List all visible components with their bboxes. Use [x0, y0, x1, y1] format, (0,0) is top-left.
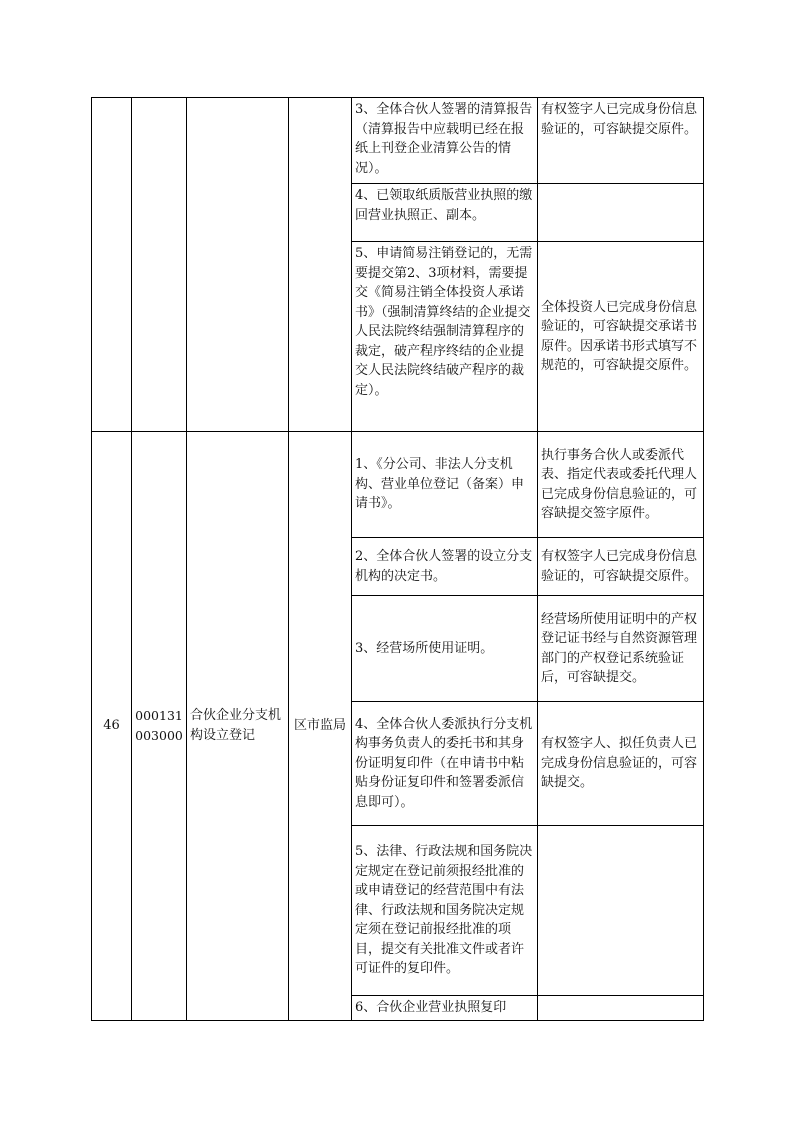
note-cell: 经营场所使用证明中的产权登记证书经与自然资源管理部门的产权登记系统验证后，可容缺提交。 — [538, 596, 704, 702]
material-cell: 1、《分公司、非法人分支机构、营业单位登记（备案）申请书》。 — [352, 432, 538, 538]
empty-cell — [92, 98, 132, 432]
table-row — [92, 432, 704, 538]
table-row — [92, 98, 704, 184]
empty-cell — [289, 98, 352, 432]
item-department: 区市监局 — [289, 432, 352, 1021]
item-code-line1: 000131 — [135, 708, 183, 724]
item-number: 46 — [92, 432, 132, 1021]
item-code-line2: 003000 — [135, 727, 183, 743]
material-cell: 5、申请简易注销登记的，无需要提交第2、3项材料，需要提交《简易注销全体投资人承诺书》（强制清算终结的企业提交人民法院终结强制清算程序的裁定，破产程序终结的企业提交人民法院终结破产程序的裁定）。 — [352, 242, 538, 432]
material-cell: 6、合伙企业营业执照复印 — [352, 996, 538, 1021]
materials-table — [91, 97, 704, 1021]
note-cell: 有权签字人已完成身份信息验证的，可容缺提交原件。 — [538, 538, 704, 596]
item-code — [132, 432, 187, 1021]
note-cell: 有权签字人、拟任负责人已完成身份信息验证的，可容缺提交。 — [538, 702, 704, 826]
empty-cell — [187, 98, 289, 432]
material-cell: 5、法律、行政法规和国务院决定规定在登记前须报经批准的或申请登记的经营范围中有法律、行政法规和国务院决定规定须在登记前报经批准的项目，提交有关批准文件或者许可证件的复印件。 — [352, 826, 538, 996]
note-cell — [538, 996, 704, 1021]
material-cell: 4、全体合伙人委派执行分支机构事务负责人的委托书和其身份证明复印件（在申请书中粘贴身份证复印件和签署委派信息即可）。 — [352, 702, 538, 826]
material-cell: 3、经营场所使用证明。 — [352, 596, 538, 702]
material-cell: 4、已领取纸质版营业执照的缴回营业执照正、副本。 — [352, 184, 538, 242]
material-cell: 2、全体合伙人签署的设立分支机构的决定书。 — [352, 538, 538, 596]
note-cell — [538, 184, 704, 242]
note-cell: 有权签字人已完成身份信息验证的，可容缺提交原件。 — [538, 98, 704, 184]
note-cell: 全体投资人已完成身份信息验证的，可容缺提交承诺书原件。因承诺书形式填写不规范的，可容缺提交原件。 — [538, 242, 704, 432]
note-cell: 执行事务合伙人或委派代表、指定代表或委托代理人已完成身份信息验证的，可容缺提交签字原件。 — [538, 432, 704, 538]
material-cell: 3、全体合伙人签署的清算报告（清算报告中应载明已经在报纸上刊登企业清算公告的情况）。 — [352, 98, 538, 184]
empty-cell — [132, 98, 187, 432]
item-name: 合伙企业分支机构设立登记 — [187, 432, 289, 1021]
note-cell — [538, 826, 704, 996]
